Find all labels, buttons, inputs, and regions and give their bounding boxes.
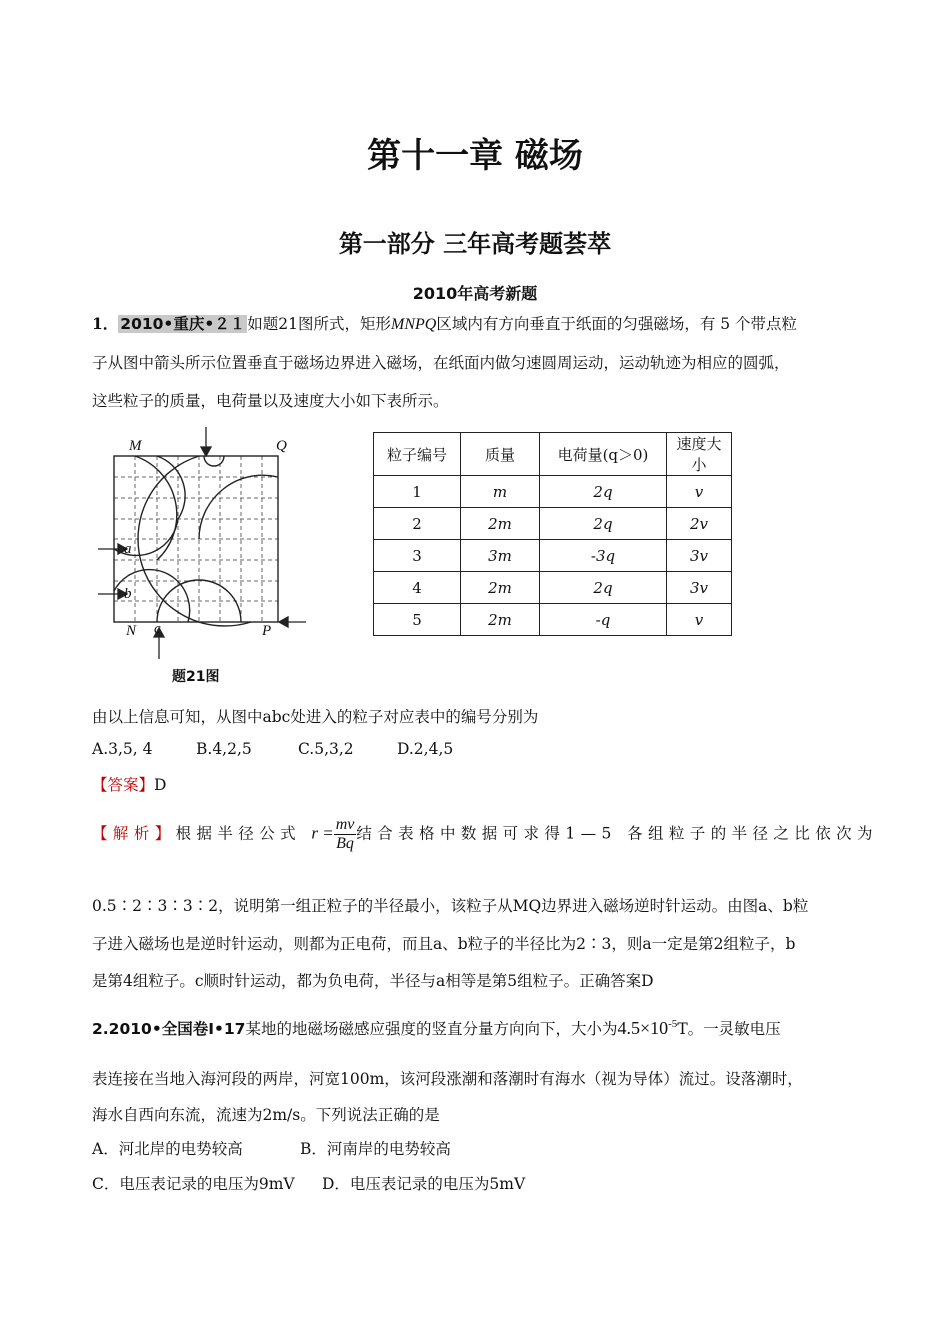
label-c: c: [154, 621, 161, 637]
answer-value: D: [154, 776, 167, 794]
formula-denominator: Bq: [336, 835, 354, 852]
label-b: b: [124, 586, 132, 602]
table-cell: 3v: [667, 572, 732, 604]
q2-text-pre: 某地的地磁场磁感应强度的竖直分量方向向下，大小为: [245, 1020, 618, 1038]
table-row: [374, 572, 732, 604]
table-cell: 2m: [461, 604, 540, 636]
formula-lhs: r =: [311, 823, 334, 843]
table-cell: 2q: [540, 476, 667, 508]
q1-option-a: A.3,5, 4: [92, 740, 153, 758]
part-title: 第一部分 三年高考题荟萃: [338, 230, 612, 258]
table-header: 电荷量(q＞0): [540, 433, 667, 476]
value-exponent: -5: [668, 1018, 678, 1030]
q1-question: 由以上信息可知，从图中abc处进入的粒子对应表中的编号分别为: [92, 708, 539, 726]
q1-figure: [96, 425, 321, 690]
table-cell: 2m: [461, 508, 540, 540]
label-M: M: [129, 438, 142, 454]
table-cell: 2q: [540, 572, 667, 604]
table-cell: 2v: [667, 508, 732, 540]
table-cell: 3m: [461, 540, 540, 572]
q1-analysis-line4: 是第4组粒子。c顺时针运动，都为负电荷，半径与a相等是第5组粒子。正确答案D: [92, 972, 654, 990]
table-row: [374, 508, 732, 540]
q2-text-post: T。一灵敏电压: [677, 1020, 781, 1038]
table-header: 粒子编号: [374, 433, 461, 476]
value-times: ×10: [639, 1018, 669, 1038]
q1-option-d: D.2,4,5: [397, 740, 454, 758]
formula-fraction: [334, 816, 357, 853]
q1-rect-var: MNPQ: [391, 316, 437, 333]
analysis-pre: 根据半径公式: [175, 824, 302, 843]
formula-numerator: mv: [335, 816, 355, 833]
q1-line1: [92, 312, 862, 334]
answer-label: 【答案】: [92, 776, 155, 794]
q2-option-d: D．电压表记录的电压为5mV: [322, 1175, 526, 1193]
table-cell: 4: [374, 572, 461, 604]
q2-number-source: 2.2010•全国卷Ⅰ•17: [92, 1020, 246, 1038]
q1-number: 1．: [92, 314, 119, 333]
q2-value: [617, 1018, 677, 1038]
table-cell: 2q: [540, 508, 667, 540]
q1-text-pre: 如题21图所式，矩形: [247, 315, 391, 333]
table-cell: m: [461, 476, 540, 508]
table-cell: -3q: [540, 540, 667, 572]
table-cell: 3v: [667, 540, 732, 572]
label-Q: Q: [276, 438, 287, 454]
table-cell: 2: [374, 508, 461, 540]
label-a: a: [124, 541, 132, 557]
table-row: [374, 476, 732, 508]
q2-option-a: A．河北岸的电势较高: [92, 1140, 243, 1158]
particle-table: [373, 432, 732, 636]
q1-text-post: 区域内有方向垂直于纸面的匀强磁场，有 5 个带点粒: [436, 315, 798, 333]
table-cell: v: [667, 476, 732, 508]
chapter-title: 第十一章 磁场: [367, 136, 583, 176]
table-cell: 1: [374, 476, 461, 508]
q2-option-c: C．电压表记录的电压为9mV: [92, 1175, 295, 1193]
analysis-post: 结合表格中数据可求得1—5 各组粒子的半径之比依次为: [356, 824, 878, 843]
table-cell: 2m: [461, 572, 540, 604]
table-header: 质量: [461, 433, 540, 476]
table-cell: v: [667, 604, 732, 636]
q1-answer: [92, 773, 862, 795]
q1-analysis-line3: 子进入磁场也是逆时针运动，则都为正电荷，而且a、b粒子的半径比为2∶3，则a一定是第2组粒子，b: [92, 935, 796, 953]
q2-option-b: B．河南岸的电势较高: [300, 1140, 451, 1158]
section-title: 2010年高考新题: [412, 284, 538, 303]
q1-line2: 子从图中箭头所示位置垂直于磁场边界进入磁场，在纸面内做匀速圆周运动，运动轨迹为相应的圆弧，: [92, 354, 790, 372]
q1-source: 2010•重庆•２１: [120, 315, 246, 333]
arc-right-top: [199, 475, 278, 539]
table-cell: -q: [540, 604, 667, 636]
label-P: P: [262, 623, 272, 639]
q2-line1: [92, 1017, 862, 1039]
value-mantissa: 4.5: [617, 1018, 640, 1038]
table-header-row: [374, 433, 732, 476]
q1-option-b: B.4,2,5: [196, 740, 252, 758]
analysis-label: 【解析】: [92, 824, 176, 843]
q2-line3: 海水自西向东流，流速为2m/s。下列说法正确的是: [92, 1106, 440, 1124]
q1-line3: 这些粒子的质量，电荷量以及速度大小如下表所示。: [92, 392, 449, 410]
q1-option-c: C.5,3,2: [298, 740, 354, 758]
table-row: [374, 604, 732, 636]
arc-small: [204, 456, 224, 466]
table-cell: 5: [374, 604, 461, 636]
table-row: [374, 540, 732, 572]
label-N: N: [126, 623, 137, 639]
figure-caption: 题21图: [172, 669, 220, 685]
q1-analysis-line2: 0.5∶2∶3∶3∶2，说明第一组正粒子的半径最小，该粒子从MQ边界进入磁场逆时针运动。由图a、b粒: [92, 897, 809, 915]
q2-line2: 表连接在当地入海河段的两岸，河宽100m，该河段涨潮和落潮时有海水（视为导体）流过。设落潮时，: [92, 1070, 803, 1088]
q1-analysis-line1: [92, 816, 878, 853]
table-header: 速度大小: [667, 433, 732, 476]
table-cell: 3: [374, 540, 461, 572]
